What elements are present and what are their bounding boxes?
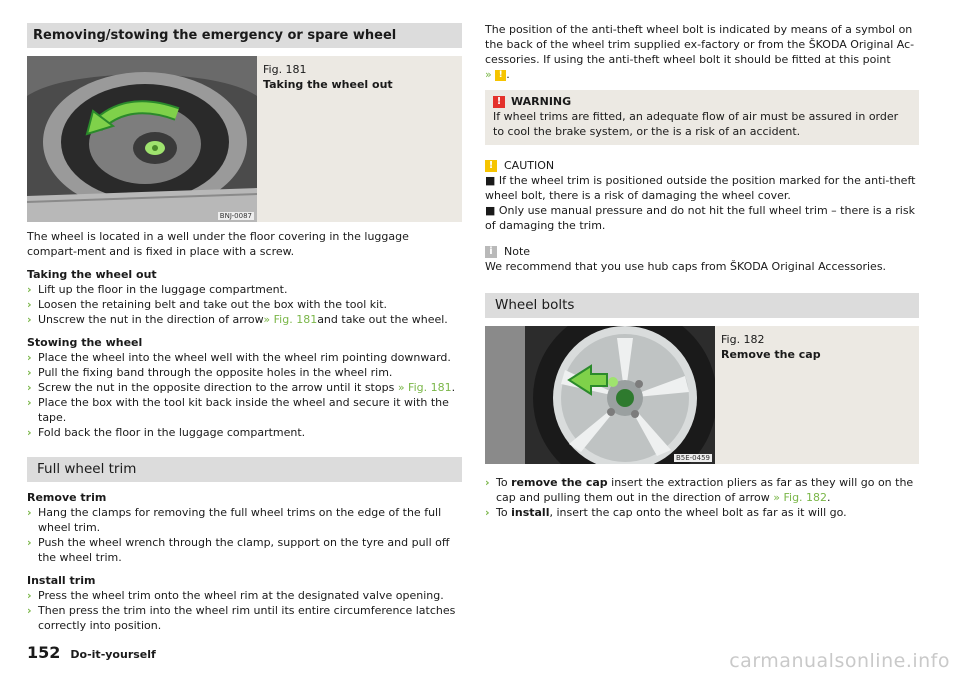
step-arrow-icon: ›	[27, 506, 32, 519]
caution-item-1: ■ If the wheel trim is positioned outside the position marked for the anti-theft wheel bolt, there is a risk of damaging the wheel cover.	[485, 174, 916, 202]
step-arrow-icon: ›	[485, 476, 490, 489]
step-arrow-icon: ›	[27, 589, 32, 602]
note-icon: i	[485, 246, 497, 258]
figure-182-code: B5E-0459	[675, 454, 710, 462]
figure-181-code: BNJ-0087	[219, 212, 252, 220]
figure-182-number: Fig. 182	[721, 333, 765, 346]
figure-182	[485, 326, 919, 464]
warning-heading: ! WARNING	[493, 94, 911, 109]
step-arrow-icon: ›	[27, 366, 32, 379]
step-arrow-icon: ›	[27, 298, 32, 311]
spare-wheel-illustration	[27, 56, 257, 222]
figure-181-number: Fig. 181	[263, 63, 307, 76]
remove-trim-step-2: › Push the wheel wrench through the clamp, support on the tyre and pull off the wheel trim.	[27, 536, 450, 564]
anti-theft-intro: The position of the anti-theft wheel bolt is indicated by means of a symbol on the back of the wheel trim supplied ex-factory or from the ŠKODA Original Ac-cessories. If using the anti-theft wheel bolt it should be fitted at this point » ! .	[485, 23, 915, 81]
step-arrow-icon: ›	[27, 351, 32, 364]
wheel-bolt-illustration	[485, 326, 715, 464]
note-text: We recommend that you use hub caps from ŠKODA Original Accessories.	[485, 260, 887, 273]
step-arrow-icon: ›	[27, 604, 32, 617]
warning-text: If wheel trims are fitted, an adequate flow of air must be assured in order to cool the brake system, or the is a risk of an accident.	[493, 110, 899, 138]
figure-181-image	[27, 56, 257, 222]
step-arrow-icon: ›	[485, 506, 490, 519]
stowing-step-5: › Fold back the floor in the luggage compartment.	[27, 426, 306, 439]
taking-out-step-1: › Lift up the floor in the luggage compartment.	[27, 283, 288, 296]
stowing-step-2: › Pull the fixing band through the opposite holes in the wheel rim.	[27, 366, 393, 379]
step-arrow-icon: ›	[27, 396, 32, 409]
wheel-bolt-step-1: › To remove the cap insert the extraction pliers as far as they will go on the cap and pulling them out in the direction of arrow » Fig. 182.	[485, 476, 914, 504]
remove-trim-step-1: › Hang the clamps for removing the full wheel trims on the edge of the full wheel trim.	[27, 506, 442, 534]
fig-182-link[interactable]: » Fig. 182	[773, 491, 828, 504]
page-footer	[27, 643, 156, 662]
caution-item-2: ■ Only use manual pressure and do not hit the full wheel trim – there is a risk of damaging the trim.	[485, 204, 915, 232]
caution-inline-icon: !	[495, 70, 506, 81]
warning-icon: !	[493, 96, 505, 108]
stowing-heading: Stowing the wheel	[27, 336, 143, 349]
right-column	[485, 0, 919, 520]
figure-182-title: Remove the cap	[721, 348, 821, 361]
step-arrow-icon: ›	[27, 536, 32, 549]
taking-out-step-2: › Loosen the retaining belt and take out the box with the tool kit.	[27, 298, 388, 311]
fig-181-link-2[interactable]: » Fig. 181	[397, 381, 452, 394]
step-arrow-icon: ›	[27, 381, 32, 394]
step-arrow-icon: ›	[27, 283, 32, 296]
step-arrow-icon: ›	[27, 426, 32, 439]
stowing-step-4: › Place the box with the tool kit back inside the wheel and secure it with the tape.	[27, 396, 449, 424]
stowing-step-3: › Screw the nut in the opposite direction to the arrow until it stops » Fig. 181.	[27, 381, 456, 394]
install-trim-step-2: › Then press the trim into the wheel rim until its entire circumference latches correctly into position.	[27, 604, 456, 632]
left-column	[27, 0, 462, 633]
figure-181-caption	[257, 56, 399, 222]
section-title-wheel-bolts: Wheel bolts	[485, 293, 919, 318]
taking-out-step-3: › Unscrew the nut in the direction of arrow» Fig. 181and take out the wheel.	[27, 313, 448, 326]
install-trim-heading: Install trim	[27, 574, 96, 587]
caution-heading: ! CAUTION	[485, 158, 919, 173]
warning-box	[485, 90, 919, 145]
warning-ref-link[interactable]: »	[485, 68, 492, 81]
stowing-step-1: › Place the wheel into the wheel well with the wheel rim pointing downward.	[27, 351, 451, 364]
figure-182-image	[485, 326, 715, 464]
taking-out-heading: Taking the wheel out	[27, 268, 157, 281]
figure-181-title: Taking the wheel out	[263, 78, 393, 91]
figure-182-caption	[715, 326, 827, 464]
wheel-bolt-step-2: › To install, insert the cap onto the wheel bolt as far as it will go.	[485, 506, 847, 519]
footer-section: Do-it-yourself	[70, 648, 156, 661]
fig-181-link[interactable]: » Fig. 181	[263, 313, 318, 326]
section-title-wheel-trim: Full wheel trim	[27, 457, 462, 482]
page-number: 152	[27, 643, 61, 662]
step-arrow-icon: ›	[27, 313, 32, 326]
figure-181	[27, 56, 462, 222]
caution-icon: !	[485, 160, 497, 172]
section-title-spare-wheel: Removing/stowing the emergency or spare wheel	[27, 23, 462, 48]
spare-wheel-intro: The wheel is located in a well under the floor covering in the luggage compart-ment and is fixed in place with a screw.	[27, 230, 409, 258]
remove-trim-heading: Remove trim	[27, 491, 107, 504]
install-trim-step-1: › Press the wheel trim onto the wheel rim at the designated valve opening.	[27, 589, 444, 602]
note-heading: i Note	[485, 244, 919, 259]
watermark: carmanualsonline.info	[729, 650, 950, 672]
